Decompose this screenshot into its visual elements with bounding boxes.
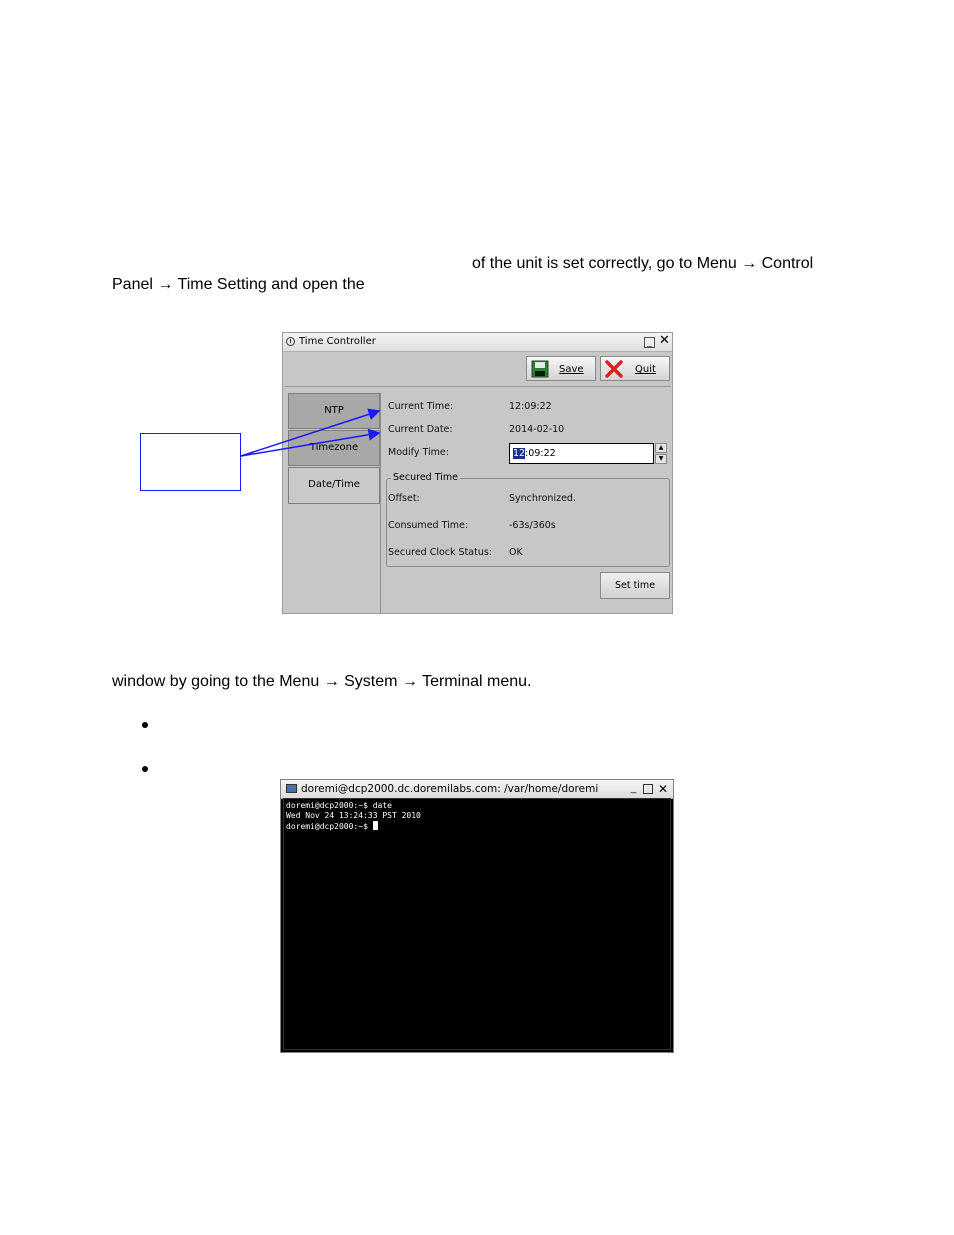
spin-up-icon[interactable]: ▲ [655, 443, 667, 453]
terminal-prompt: doremi@dcp2000:~$ [286, 822, 373, 831]
window-title: Time Controller [299, 336, 376, 347]
offset-value: Synchronized. [509, 493, 576, 504]
terminal-window [280, 779, 674, 1053]
intro-text-line-2: Panel → Time Setting and open the [112, 276, 365, 293]
modify-time-rest: :09:22 [525, 448, 556, 459]
terminal-line-1: doremi@dcp2000:~$ date [286, 801, 392, 810]
terminal-intro-text: window by going to the Menu → System → Terminal menu. [112, 673, 532, 690]
spin-down-icon[interactable]: ▼ [655, 454, 667, 464]
bullet-2 [142, 766, 148, 772]
modify-time-label: Modify Time: [388, 447, 449, 458]
minimize-button[interactable]: _ [644, 337, 655, 348]
close-button[interactable]: ✕ [659, 333, 670, 348]
current-date-label: Current Date: [388, 424, 453, 435]
terminal-line-2: Wed Nov 24 13:24:33 PST 2010 [286, 811, 421, 820]
maximize-icon[interactable] [643, 784, 653, 794]
terminal-body[interactable] [283, 798, 671, 1050]
consumed-time-value: -63s/360s [509, 520, 556, 531]
secured-time-legend: Secured Time [393, 472, 458, 483]
set-time-button[interactable]: Set time [600, 572, 670, 599]
intro-text-line-1: of the unit is set correctly, go to Menu → Control [472, 255, 814, 272]
modify-time-selected-hours: 12 [513, 448, 526, 459]
secured-clock-status-label: Secured Clock Status: [388, 547, 493, 558]
consumed-time-label: Consumed Time: [388, 520, 469, 531]
terminal-icon [286, 784, 297, 793]
current-time-label: Current Time: [388, 401, 454, 412]
tab-date-time[interactable]: Date/Time [288, 467, 380, 503]
terminal-line-3 [286, 821, 378, 832]
tab-timezone[interactable]: Timezone [288, 430, 380, 466]
terminal-title: doremi@dcp2000.dc.doremilabs.com: /var/home/doremi [301, 783, 599, 795]
current-time-value: 12:09:22 [509, 401, 552, 412]
minimize-icon[interactable]: _ [630, 783, 637, 794]
terminal-cursor [373, 821, 378, 830]
bullet-1 [142, 722, 148, 728]
secured-clock-status-value: OK [509, 547, 523, 558]
quit-label: Quit [635, 364, 656, 375]
arrow-to-current-time [241, 411, 379, 456]
tab-ntp[interactable]: NTP [288, 393, 380, 429]
current-date-value: 2014-02-10 [509, 424, 565, 435]
offset-label: Offset: [388, 493, 420, 504]
save-label: Save [559, 364, 584, 375]
close-icon[interactable]: ✕ [658, 782, 669, 796]
terminal-title-bar [281, 780, 673, 799]
arrow-to-current-date [241, 433, 379, 456]
